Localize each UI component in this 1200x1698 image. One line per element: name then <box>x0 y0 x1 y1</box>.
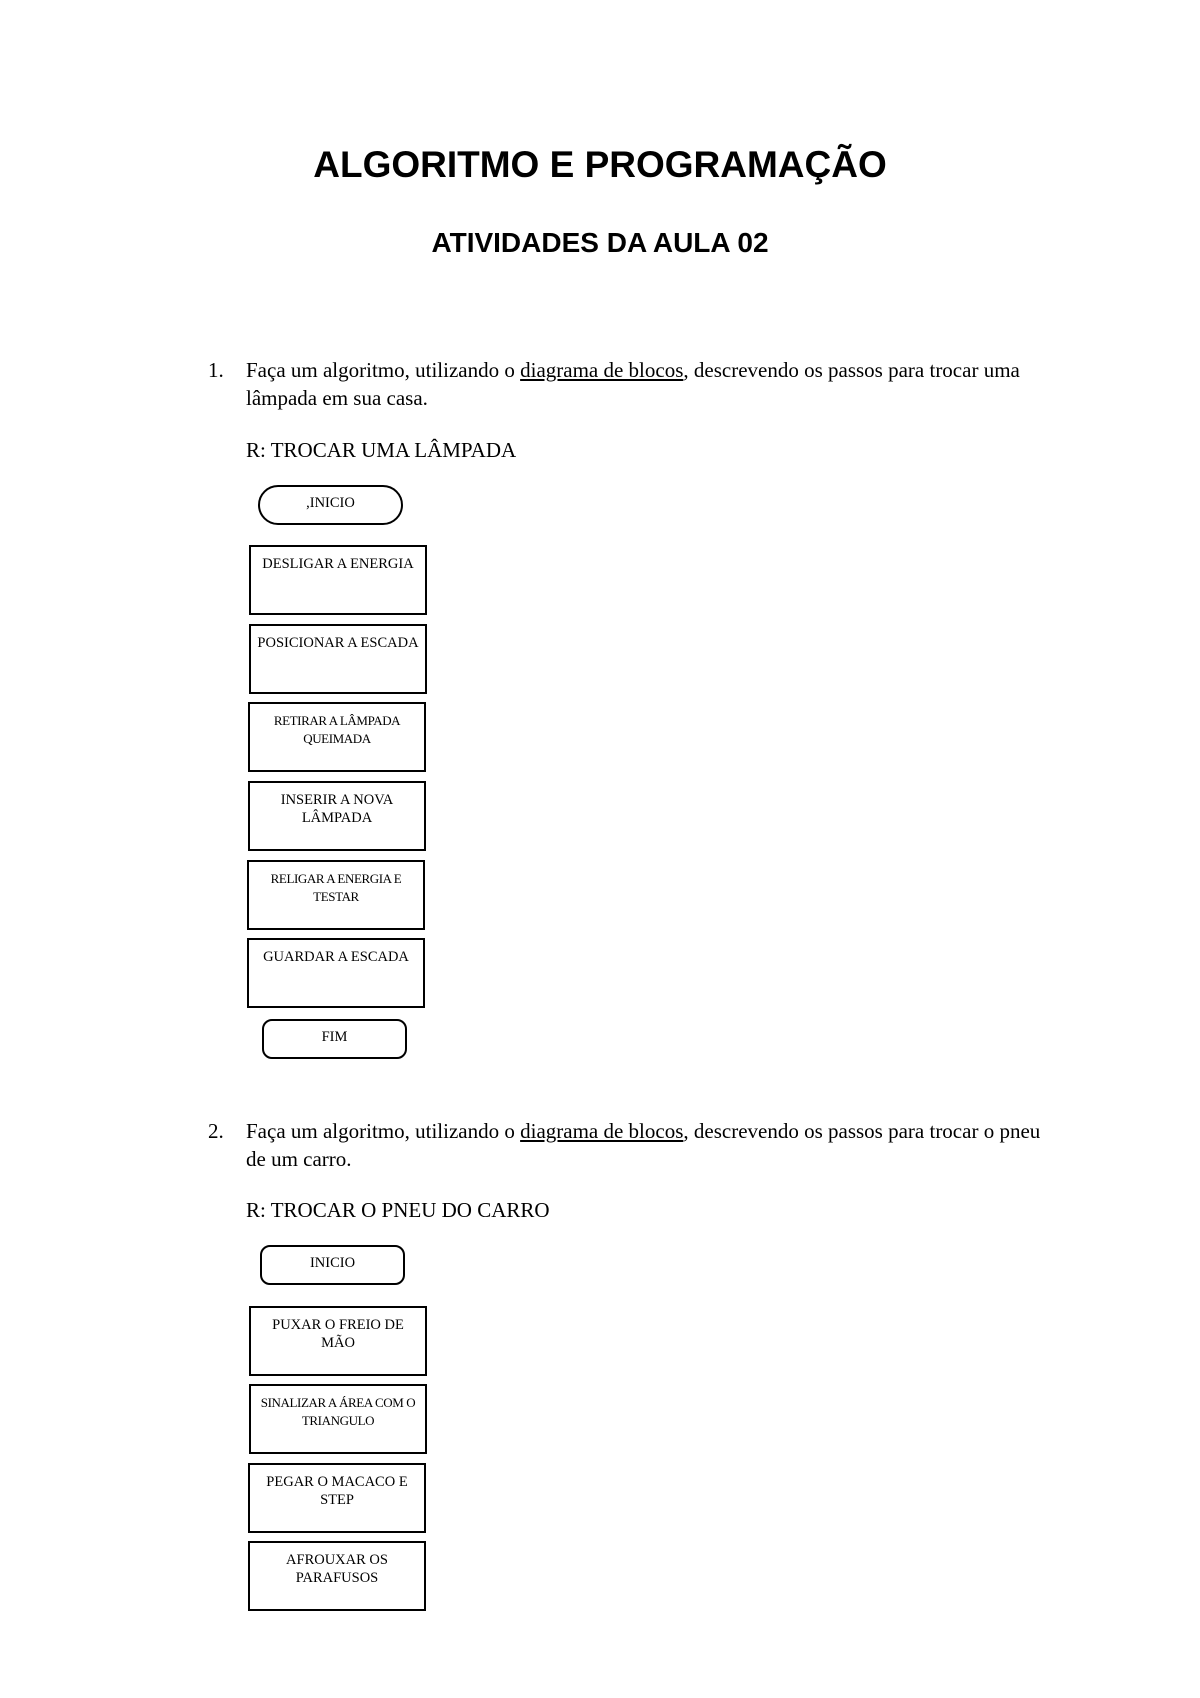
flow-step: SINALIZAR A ÁREA COM O TRIANGULO <box>249 1384 427 1454</box>
flow-step: RELIGAR A ENERGIA E TESTAR <box>247 860 425 930</box>
flow-step: INSERIR A NOVA LÂMPADA <box>248 781 426 851</box>
flow-step: PUXAR O FREIO DE MÃO <box>249 1306 427 1376</box>
flow-step: AFROUXAR OS PARAFUSOS <box>248 1541 426 1611</box>
flow-start-terminal: INICIO <box>260 1245 405 1285</box>
underlined-term: diagrama de blocos <box>520 1119 684 1143</box>
question-number: 2. <box>208 1119 224 1143</box>
page-title: ALGORITMO E PROGRAMAÇÃO <box>313 144 887 185</box>
answer-1: R: TROCAR UMA LÂMPADA <box>246 438 517 462</box>
answer-2: R: TROCAR O PNEU DO CARRO <box>246 1198 550 1222</box>
flow-step: PEGAR O MACACO E STEP <box>248 1463 426 1533</box>
flow-step: GUARDAR A ESCADA <box>247 938 425 1008</box>
flow-step: RETIRAR A LÂMPADA QUEIMADA <box>248 702 426 772</box>
underlined-term: diagrama de blocos <box>520 358 684 382</box>
question-2 <box>208 1117 1048 1173</box>
flow-step: DESLIGAR A ENERGIA <box>249 545 427 615</box>
page-subtitle: ATIVIDADES DA AULA 02 <box>431 227 769 258</box>
flow-start-terminal: ,INICIO <box>258 485 403 525</box>
question-number: 1. <box>208 358 224 382</box>
question-text: Faça um algoritmo, utilizando o diagrama de blocos, descrevendo os passos para trocar uma lâmpada em sua casa. <box>246 358 1020 410</box>
question-1 <box>208 356 1048 412</box>
flow-step: POSICIONAR A ESCADA <box>249 624 427 694</box>
question-text: Faça um algoritmo, utilizando o diagrama de blocos, descrevendo os passos para trocar o pneu de um carro. <box>246 1119 1041 1171</box>
flow-end-terminal: FIM <box>262 1019 407 1059</box>
